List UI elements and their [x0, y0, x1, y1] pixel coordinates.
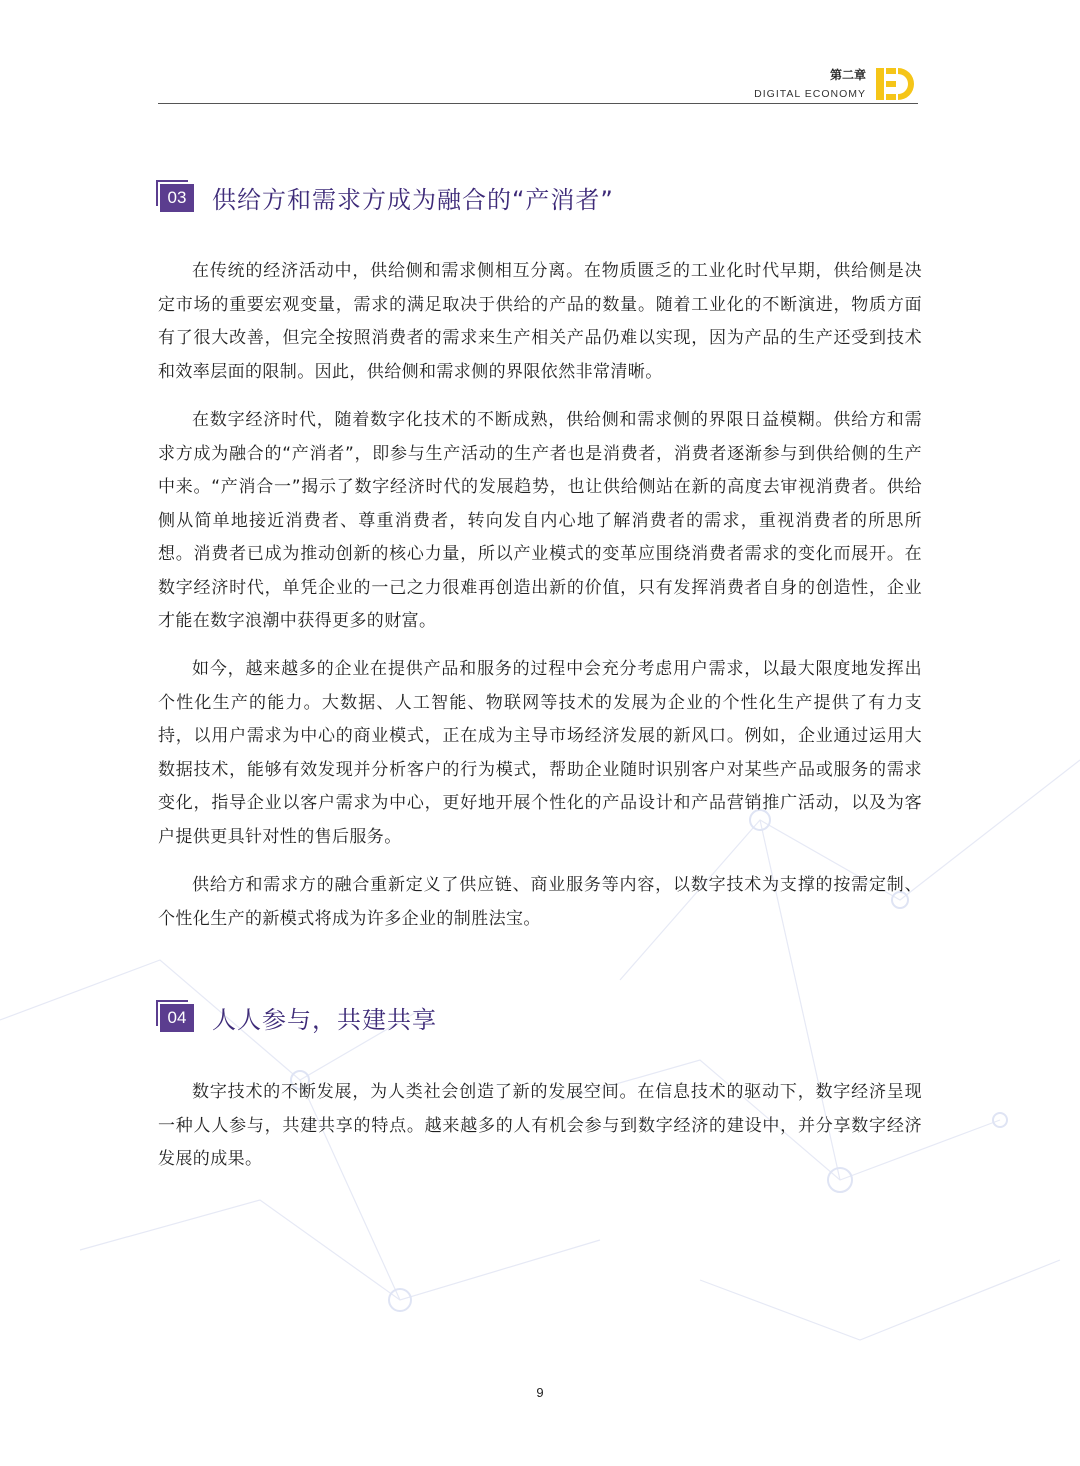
paragraph: 数字技术的不断发展，为人类社会创造了新的发展空间。在信息技术的驱动下，数字经济呈现一种人人参与，共建共享的特点。越来越多的人有机会参与到数字经济的建设中，并分享数字经济发展的成果。	[158, 1082, 922, 1169]
section-number: 04	[160, 1004, 194, 1032]
paragraph: 在数字经济时代，随着数字化技术的不断成熟，供给侧和需求侧的界限日益模糊。供给方和需求方成为融合的“产消者”，即参与生产活动的生产者也是消费者，消费者逐渐参与到供给侧的生产中来。“产消合一”揭示了数字经济时代的发展趋势，也让供给侧站在新的高度去审视消费者。供给侧从简单地接近消费者、尊重消费者，转向发自内心地了解消费者的需求，重视消费者的所思所想。消费者已成为推动创新的核心力量，所以产业模式的变革应围绕消费者需求的变化而展开。在数字经济时代，单凭企业的一己之力很难再创造出新的价值，只有发挥消费者自身的创造性，企业才能在数字浪潮中获得更多的财富。	[158, 410, 922, 631]
header-rule	[158, 103, 918, 104]
page-header	[158, 60, 918, 104]
section-title: 人人参与，共建共享	[212, 1006, 437, 1034]
chapter-label: 第二章	[829, 68, 866, 82]
paragraph: 如今，越来越多的企业在提供产品和服务的过程中会充分考虑用户需求，以最大限度地发挥出个性化生产的能力。大数据、人工智能、物联网等技术的发展为企业的个性化生产提供了有力支持，以用户需求为中心的商业模式，正在成为主导市场经济发展的新风口。例如，企业通过运用大数据技术，能够有效发现并分析客户的行为模式，帮助企业随时识别客户对某些产品或服务的需求变化，指导企业以客户需求为中心，更好地开展个性化的产品设计和产品营销推广活动，以及为客户提供更具针对性的售后服务。	[158, 659, 922, 847]
d-letter-logo-icon	[874, 64, 914, 104]
page-number: 9	[536, 1385, 544, 1400]
header-subtitle: DIGITAL ECONOMY	[754, 88, 866, 100]
section-number: 03	[160, 184, 194, 212]
section-title: 供给方和需求方成为融合的“产消者”	[212, 186, 614, 214]
paragraph: 在传统的经济活动中，供给侧和需求侧相互分离。在物质匮乏的工业化时代早期，供给侧是决定市场的重要宏观变量，需求的满足取决于供给的产品的数量。随着工业化的不断演进，物质方面有了很大改善，但完全按照消费者的需求来生产相关产品仍难以实现，因为产品的生产还受到技术和效率层面的限制。因此，供给侧和需求侧的界限依然非常清晰。	[158, 261, 922, 382]
paragraph: 供给方和需求方的融合重新定义了供应链、商业服务等内容，以数字技术为支撑的按需定制、个性化生产的新模式将成为许多企业的制胜法宝。	[158, 875, 922, 929]
